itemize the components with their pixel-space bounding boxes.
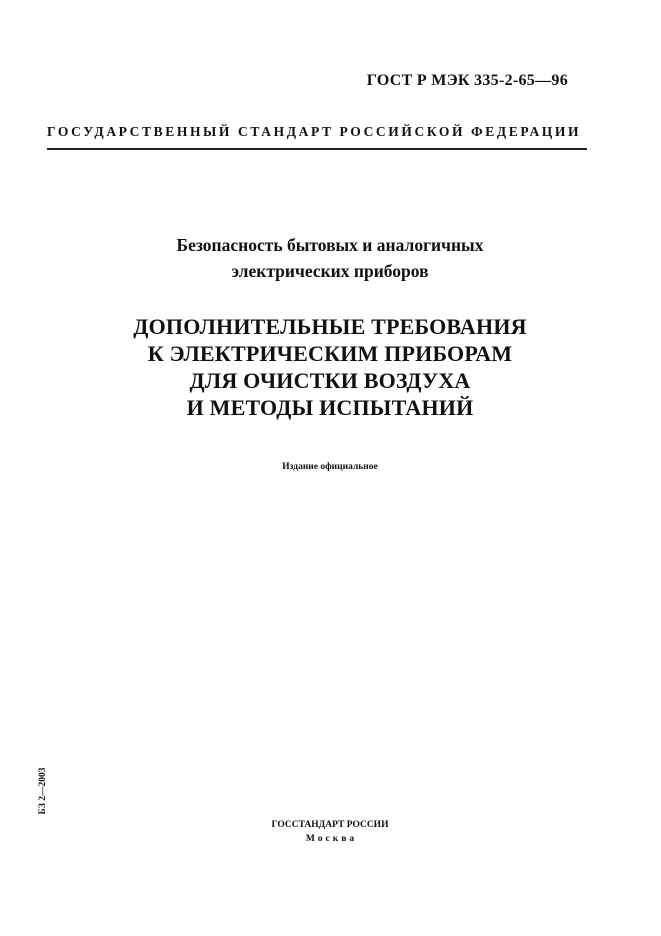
subtitle <box>80 232 580 284</box>
main-title-line: И МЕТОДЫ ИСПЫТАНИЙ <box>186 395 474 420</box>
side-code-text: БЗ 2—2003 <box>38 767 48 815</box>
subtitle-line: Безопасность бытовых и аналогичных <box>176 235 484 255</box>
publisher-name: ГОССТАНДАРТ РОССИИ <box>271 820 389 830</box>
main-title <box>60 313 600 421</box>
main-title-line: ДОПОЛНИТЕЛЬНЫЕ ТРЕБОВАНИЯ <box>133 314 527 339</box>
publisher-block <box>200 818 460 846</box>
publisher-city: Москва <box>305 834 358 844</box>
edition-label: Издание официальное <box>282 462 378 472</box>
main-title-line: ДЛЯ ОЧИСТКИ ВОЗДУХА <box>189 368 471 393</box>
header-divider <box>47 148 587 150</box>
main-title-line: К ЭЛЕКТРИЧЕСКИМ ПРИБОРАМ <box>147 341 513 366</box>
document-number: ГОСТ Р МЭК 335-2-65—96 <box>366 72 568 89</box>
standard-title: ГОСУДАРСТВЕННЫЙ СТАНДАРТ РОССИЙСКОЙ ФЕДЕРАЦИИ <box>47 124 582 139</box>
subtitle-line: электрических приборов <box>231 261 429 281</box>
